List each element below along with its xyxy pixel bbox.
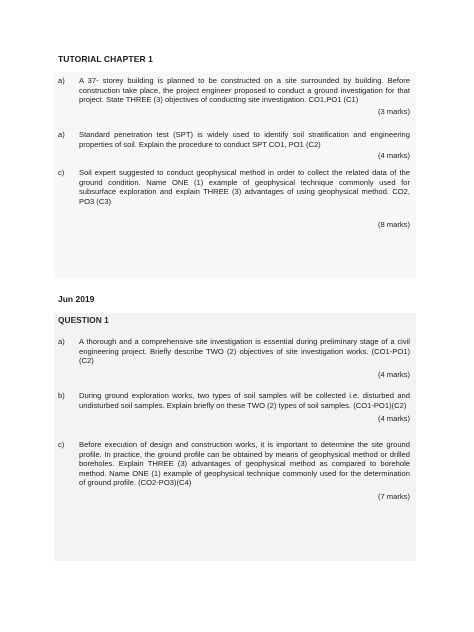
question-marks: (8 marks): [377, 220, 410, 230]
question-letter: b): [58, 391, 65, 400]
question-letter: a): [58, 76, 65, 85]
question-marks: (7 marks): [377, 491, 410, 501]
question-item: [58, 391, 410, 424]
question-item: [58, 337, 410, 379]
exam-date: Jun 2019: [58, 294, 95, 304]
question-marks: (4 marks): [377, 414, 410, 424]
question-text: Soil expert suggested to conduct geophysical method in order to collect the related data of the ground condition. Name ONE (1) example of geophysical technique commonly used for subsurface exploration and explain THREE (3) advantages of using geophysical method. CO2, PO3 (C3): [79, 168, 410, 206]
question-text: During ground exploration works, two types of soil samples will be collected i.e. disturbed and undisturbed soil samples. Explain briefly on these TWO (2) types of soil samples. (CO1-PO1)(C2): [79, 391, 410, 410]
page-title: TUTORIAL CHAPTER 1: [58, 54, 153, 64]
question-item: [58, 130, 410, 161]
question-letter: c): [58, 168, 65, 177]
question-heading: QUESTION 1: [58, 315, 109, 325]
question-letter: c): [58, 440, 65, 449]
question-text: Standard penetration test (SPT) is widely used to identify soil stratification and engineering properties of soil. Explain the procedure to conduct SPT CO1, PO1 (C2): [79, 130, 410, 149]
question-marks: (3 marks): [377, 106, 410, 116]
question-marks: (4 marks): [377, 369, 410, 379]
question-text: A thorough and a comprehensive site investigation is essential during preliminary stage of a civil engineering project. Briefly describe TWO (2) objectives of site investigation works. (CO1-PO1)(C2): [79, 337, 410, 366]
question-text: Before execution of design and construction works, it is important to determine the site ground profile. In practice, the ground profile can be obtained by means of geophysical method or drilled boreholes. Explain THREE (3) advantages of geophysical method as compared to borehole method. Name ONE (1) example of geophysical technique commonly used for the determination of ground profile. (CO2-PO3)(C4): [79, 440, 410, 488]
question-letter: a): [58, 130, 65, 139]
question-text: A 37- storey building is planned to be constructed on a site surrounded by building. Before construction take place, the project engineer proposed to conduct a ground investigation for that project. State THREE (3) objectives of conducting site investigation. CO1,PO1 (C1): [79, 76, 410, 105]
question-item: [58, 168, 410, 230]
question-marks: (4 marks): [377, 151, 410, 161]
exam-questions: [54, 313, 416, 561]
question-item: [58, 440, 410, 502]
question-item: [58, 76, 410, 116]
question-letter: a): [58, 337, 65, 346]
tutorial-questions: [54, 72, 416, 278]
